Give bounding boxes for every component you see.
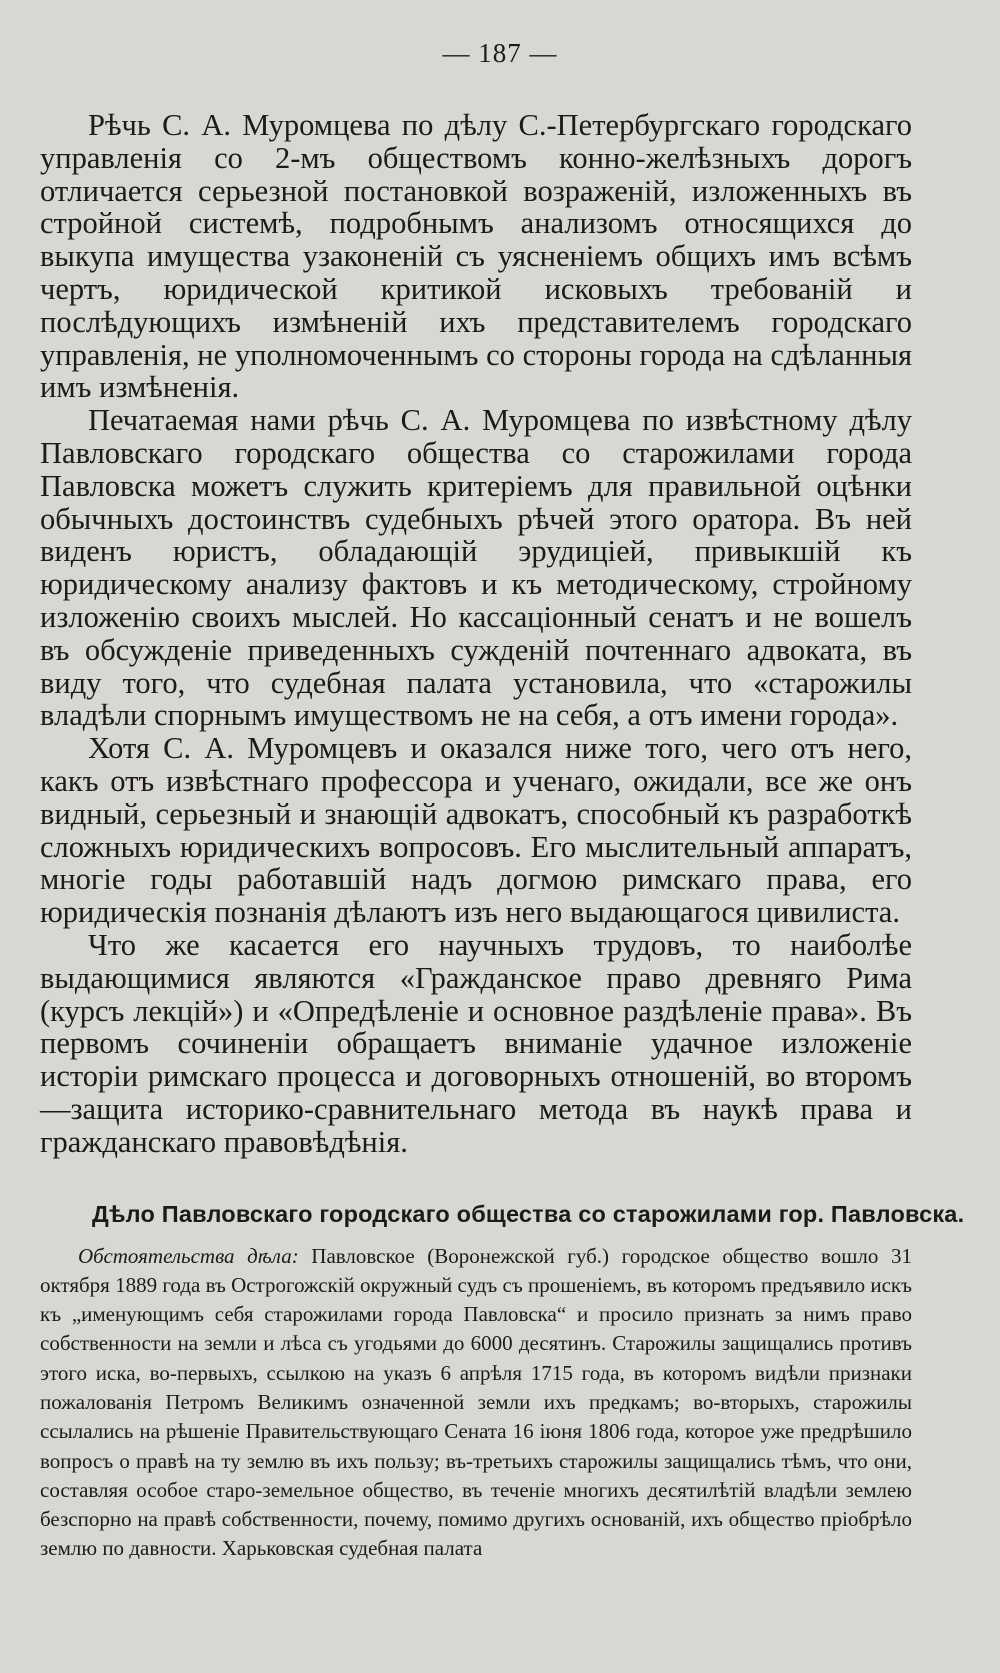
paragraph: Печатаемая нами рѣчь С. А. Муромцева по извѣстному дѣлу Павловскаго городскаго общества со старожилами города Павловска можетъ служить критеріемъ для правильной оцѣнки обычныхъ достоинствъ судебныхъ рѣчей этого оратора. Въ ней виденъ юристъ, обладающій эрудиціей, привыкшій къ юридическому анализу фактовъ и къ методическому, стройному изложенію своихъ мыслей. Но кассаціонный сенатъ и не вошелъ въ обсужденіе приведенныхъ сужденій почтеннаго адвоката, въ виду того, что судебная палата установила, что «старожилы владѣли спорнымъ имуществомъ не на себя, а отъ имени города». [40, 403, 912, 733]
case-circumstances [40, 1242, 912, 1564]
case-lead-label: Обстоятельства дѣла: [78, 1243, 299, 1268]
paragraph: Хотя С. А. Муромцевъ и оказался ниже того, чего отъ него, какъ отъ извѣстнаго профессора и ученаго, ожидали, все же онъ видный, серьезный и знающій адвокатъ, способный къ разработкѣ сложныхъ юридическихъ вопросовъ. Его мыслительный аппаратъ, многіе годы работавшій надъ догмою римскаго права, его юридическія познанія дѣлаютъ изъ него выдающагося цивилиста. [40, 731, 912, 930]
paragraph: Рѣчь С. А. Муромцева по дѣлу С.-Петербургскаго городскаго управленія со 2-мъ обществомъ конно-желѣзныхъ дорогъ отличается серьезной постановкой возраженій, изложенныхъ въ стройной системѣ, подробнымъ анализомъ относящихся до выкупа имущества узаконеній съ уясненіемъ общихъ имъ всѣмъ чертъ, юридической критикой исковыхъ требованій и послѣдующихъ измѣненій ихъ представителемъ городскаго управленія, не уполномоченнымъ со стороны города на сдѣланныя имъ измѣненія. [40, 108, 912, 405]
paragraph: Что же касается его научныхъ трудовъ, то наиболѣе выдающимися являются «Гражданское право древняго Рима (курсъ лекцій») и «Опредѣленіе и основное раздѣленіе права». Въ первомъ сочиненіи обращаетъ вниманіе удачное изложеніе исторіи римскаго процесса и договорныхъ отношеній, во второмъ—защита историко-сравнительнаго метода въ наукѣ права и гражданскаго правовѣдѣнія. [40, 927, 912, 1159]
case-body: Павловское (Воронежской губ.) городское общество вошло 31 октября 1889 года въ Острогожскій окружный судъ съ прошеніемъ, въ которомъ предъявило искъ къ „именующимъ себя старожилами города Павловска“ и просило признать за нимъ право собственности на земли и лѣса съ угодьями до 6000 десятинъ. Старожилы защищались противъ этого иска, во-первыхъ, ссылкою на указъ 6 апрѣля 1715 года, въ которомъ видѣли признаки пожалованія Петромъ Великимъ означенной земли ихъ предкамъ; во-вторыхъ, старожилы ссылались на рѣшеніе Правительствующаго Сената 16 іюня 1806 года, которое уже предрѣшило вопросъ о правѣ на ту землю въ ихъ пользу; въ-третьихъ старожилы защищались тѣмъ, что они, составляя особое старо-земельное общество, въ теченіе многихъ десятилѣтій владѣли землею безспорно на правѣ собственности, почему, помимо другихъ основаній, ихъ общество пріобрѣло землю по давности. Харьковская судебная палата [40, 1243, 912, 1561]
essay-text [40, 109, 912, 1159]
section-heading: Дѣло Павловскаго городскаго общества со старожилами гор. Павловска. [92, 1200, 965, 1227]
page-number: — 187 — [442, 38, 558, 68]
